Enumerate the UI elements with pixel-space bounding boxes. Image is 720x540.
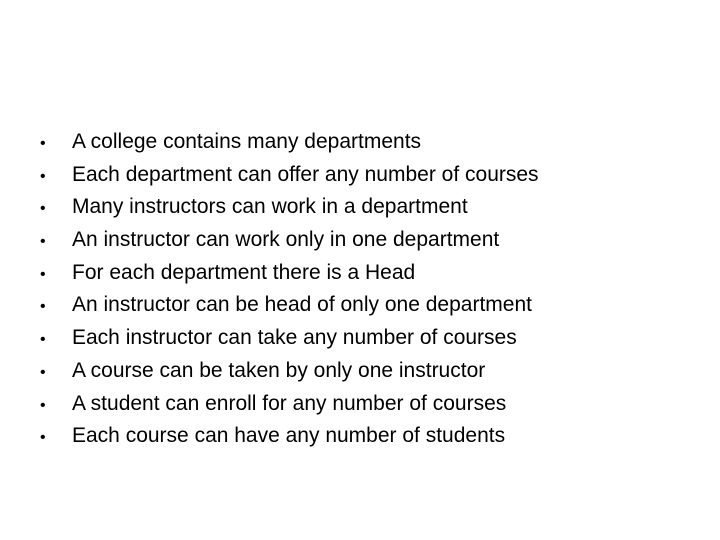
bullet-dot-icon: •	[40, 265, 46, 283]
bullet-dot-icon: •	[40, 135, 46, 152]
bullet-dot-icon: •	[40, 200, 46, 218]
list-item-text: An instructor can be head of only one department	[72, 293, 532, 317]
list-item	[40, 191, 539, 224]
bullet-dot-icon: •	[40, 233, 46, 251]
bullet-dot-icon: •	[40, 396, 46, 414]
list-item	[40, 257, 539, 290]
list-item-text: A college contains many departments	[72, 130, 422, 153]
list-item-text: Each course can have any number of students	[72, 424, 506, 448]
list-item-text: A course can be taken by only one instructor	[72, 358, 486, 382]
list-item-text: Each department can offer any number of courses	[72, 162, 539, 186]
bullet-dot-icon: •	[40, 429, 46, 447]
list-item-text: A student can enroll for any number of courses	[72, 391, 507, 415]
list-item-text: For each department there is a Head	[72, 260, 416, 284]
list-item	[40, 388, 539, 421]
requirements-list	[40, 126, 539, 453]
bullet-dot-icon: •	[40, 298, 46, 316]
bullet-dot-icon: •	[40, 363, 46, 381]
list-item-text: Each instructor can take any number of courses	[72, 326, 517, 350]
list-item-text: An instructor can work only in one department	[72, 228, 500, 252]
list-item	[40, 159, 539, 192]
bullet-dot-icon: •	[40, 167, 46, 185]
list-item	[40, 355, 539, 388]
bullet-dot-icon: •	[40, 331, 46, 349]
list-item	[40, 224, 539, 257]
list-item	[40, 322, 539, 355]
list-item	[40, 126, 539, 159]
list-item	[40, 420, 539, 453]
list-item	[40, 289, 539, 322]
list-item-text: Many instructors can work in a department	[72, 195, 468, 219]
